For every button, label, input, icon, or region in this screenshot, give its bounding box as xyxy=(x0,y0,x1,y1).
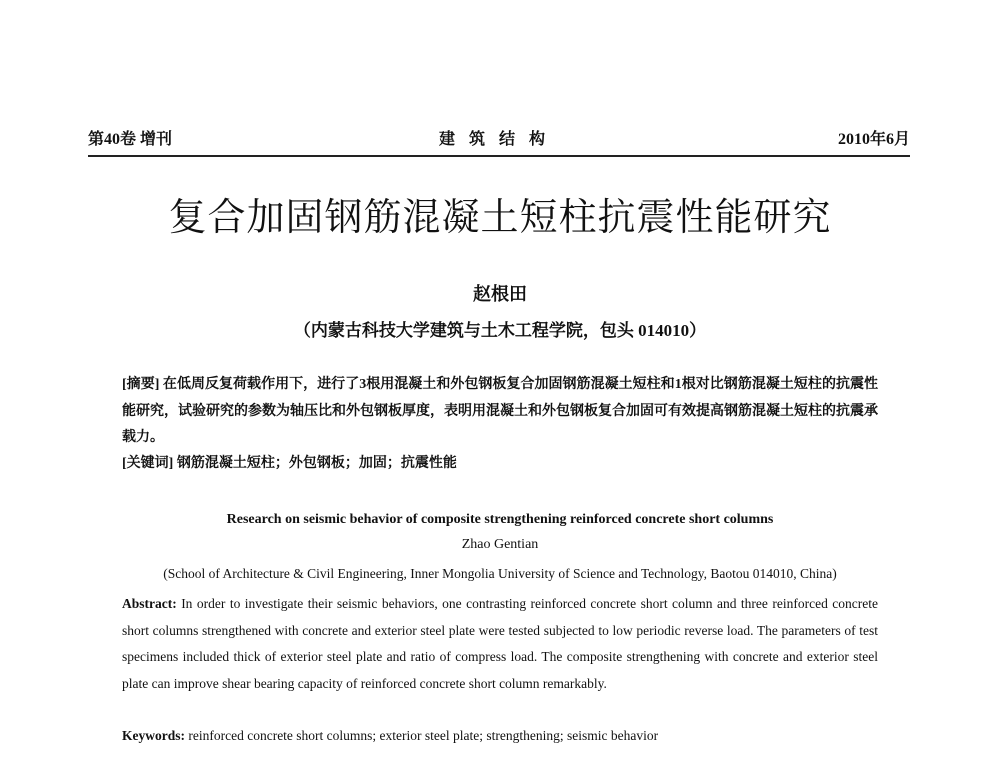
cn-keywords-text: 钢筋混凝土短柱；外包钢板；加固；抗震性能 xyxy=(176,456,457,471)
cn-keywords xyxy=(122,452,878,472)
en-author: Zhao Gentian xyxy=(461,537,539,552)
en-abstract-label: Abstract: xyxy=(122,596,177,611)
en-abstract xyxy=(122,591,878,697)
header-journal: 建筑结构 xyxy=(438,131,559,148)
author: 赵根田 xyxy=(473,284,527,304)
en-keywords xyxy=(122,728,878,744)
en-affiliation: (School of Architecture & Civil Engineering, Inner Mongolia University of Science and Technology, Baotou 014010, China) xyxy=(163,566,837,581)
cn-abstract-label: [摘要] xyxy=(122,377,160,392)
header-volume: 第40卷 增刊 xyxy=(88,131,173,148)
affiliation: （内蒙古科技大学建筑与土木工程学院，包头 014010） xyxy=(293,321,707,340)
header-date: 2010年6月 xyxy=(837,131,910,148)
cn-keywords-label: [关键词] xyxy=(122,456,174,471)
cn-abstract-text: 在低周反复荷载作用下，进行了3根用混凝土和外包钢板复合加固钢筋混凝土短柱和1根对比钢筋混凝土短柱的抗震性能研究，试验研究的参数为轴压比和外包钢板厚度，表明用混凝土和外包钢板复合加固可有效提高钢筋混凝土短柱的抗震承载力。 xyxy=(122,377,879,445)
header-rule xyxy=(88,155,910,157)
en-keywords-text: reinforced concrete short columns; exterior steel plate; strengthening; seismic behavior xyxy=(188,728,659,743)
en-abstract-text: In order to investigate their seismic behaviors, one contrasting reinforced concrete short column and three reinforced concrete short columns strengthened with concrete and exterior steel plate were tested subjected to low periodic reverse load. The parameters of test specimens included thick of exterior steel plate and ratio of compress load. The composite strengthening with concrete and exterior steel plate can improve shear bearing capacity of reinforced concrete short column remarkably. xyxy=(122,596,878,691)
cn-abstract xyxy=(122,372,878,452)
en-title: Research on seismic behavior of composite strengthening reinforced concrete short columns xyxy=(226,512,774,527)
paper-title: 复合加固钢筋混凝土短柱抗震性能研究 xyxy=(168,197,832,239)
en-keywords-label: Keywords: xyxy=(122,728,185,743)
running-header xyxy=(88,126,910,150)
